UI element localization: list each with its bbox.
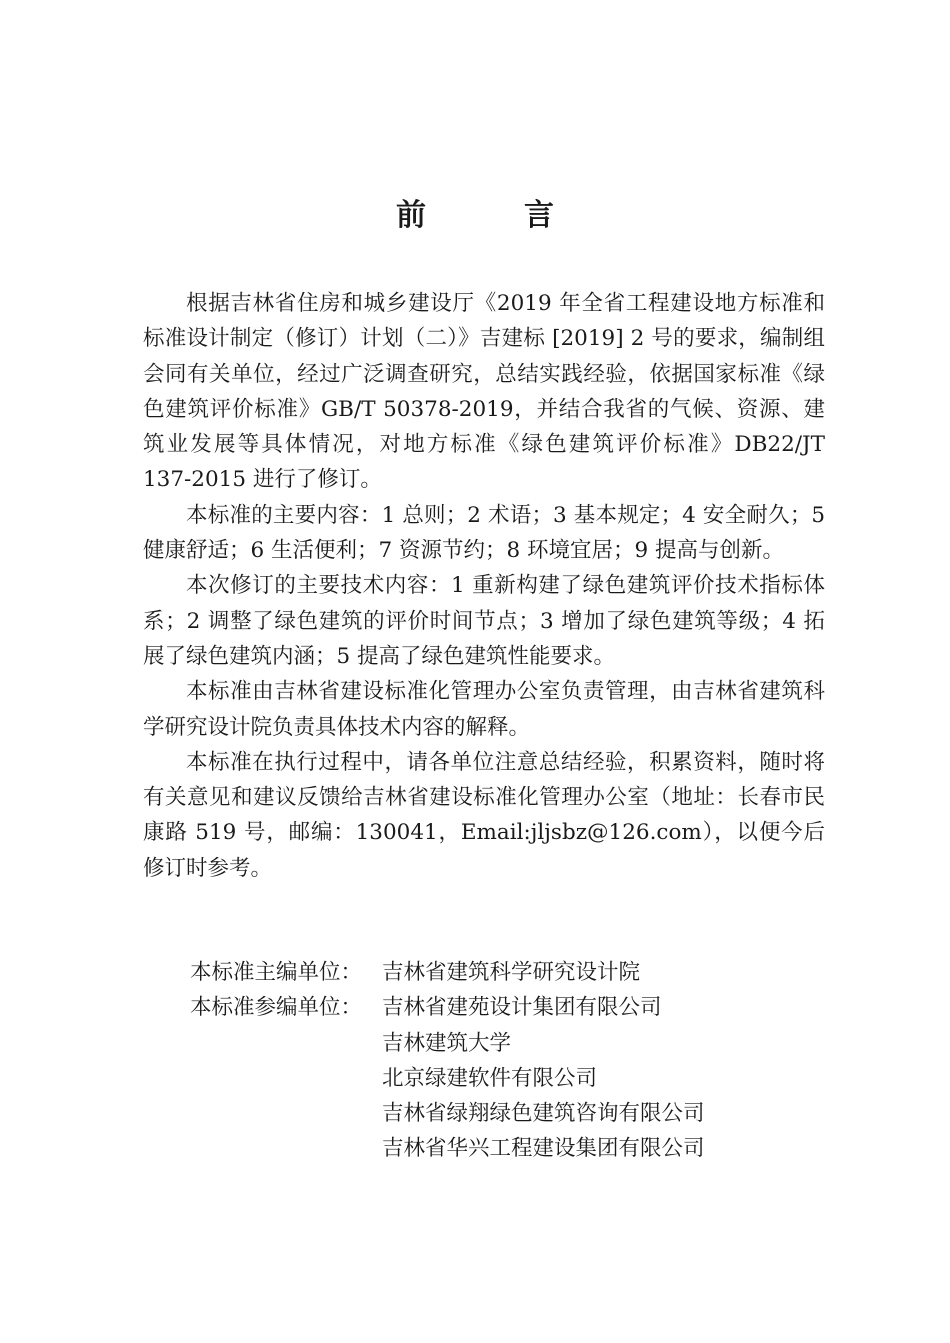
participating-units-row [190,990,830,1166]
participating-unit: 吉林省华兴工程建设集团有限公司 [382,1136,705,1162]
paragraph-revision-content: 本次修订的主要技术内容：1 重新构建了绿色建筑评价技术指标体系；2 调整了绿色建筑的评价时间节点；3 增加了绿色建筑等级；4 拓展了绿色建筑内涵；5 提高了绿色建筑性能要求。 [143,573,825,669]
chief-unit-label: 本标准主编单位： [190,960,363,985]
participating-unit: 吉林建筑大学 [382,1030,512,1056]
editing-units [190,955,830,1167]
participating-unit: 吉林省绿翔绿色建筑咨询有限公司 [382,1101,705,1127]
participating-units-list [382,990,705,1166]
paragraph-feedback: 本标准在执行过程中，请各单位注意总结经验，积累资料，随时将有关意见和建议反馈给吉林省建设标准化管理办公室（地址：长春市民康路 519 号，邮编：130041，Email:jljsbz@126.com），以便今后修订时参考。 [143,749,825,881]
participating-units-label: 本标准参编单位： [190,995,363,1021]
participating-unit: 北京绿建软件有限公司 [382,1065,598,1091]
preface-body [143,286,825,886]
paragraph-main-content: 本标准的主要内容：1 总则；2 术语；3 基本规定；4 安全耐久；5 健康舒适；6 生活便利；7 资源节约；8 环境宜居；9 提高与创新。 [143,502,825,564]
chief-unit-name: 吉林省建筑科学研究设计院 [382,960,641,985]
paragraph-management: 本标准由吉林省建设标准化管理办公室负责管理，由吉林省建筑科学研究设计院负责具体技术内容的解释。 [143,679,825,740]
chief-unit-list [382,955,640,990]
chief-unit-row [190,955,830,990]
page-title: 前 言 [396,198,588,233]
participating-unit: 吉林省建苑设计集团有限公司 [382,995,662,1021]
paragraph-basis: 根据吉林省住房和城乡建设厅《2019 年全省工程建设地方标准和标准设计制定（修订）计划（二）》吉建标 [2019] 2 号的要求，编制组会同有关单位，经过广泛调查研究，总结实践经验，依据国家标准《绿色建筑评价标准》GB/T 50378-2019，并结合我省的气候、资源、建筑业发展等具体情况，对地方标准《绿色建筑评价标准》DB22/JT 137-2015 进行了修订。 [143,291,825,493]
